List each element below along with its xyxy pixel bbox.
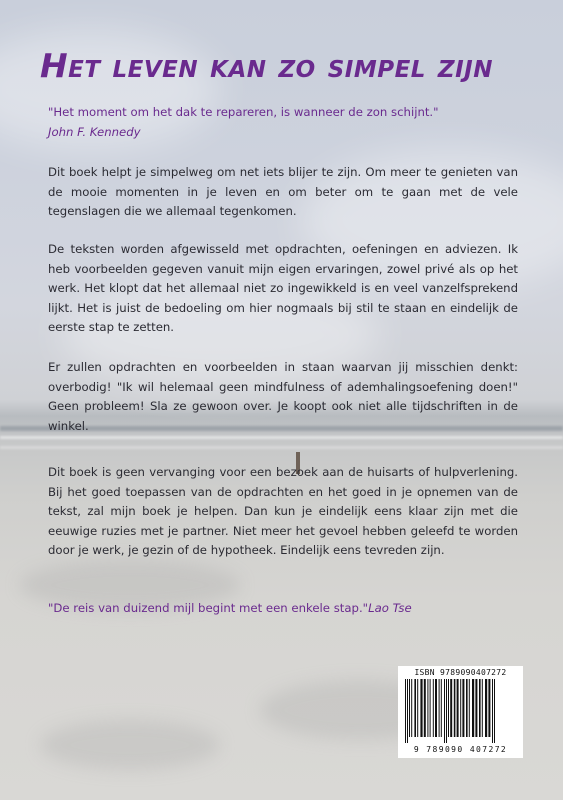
book-title: Het leven kan zo simpel zijn (40, 46, 493, 85)
barcode-bar (460, 679, 461, 737)
blurb-paragraph: De teksten worden afgewisseld met opdrachten, oefeningen en adviezen. Ik heb voorbeelden gegeven vanuit mijn eigen ervaringen, zowel privé als op het werk. Het klopt dat het allemaal niet zo ingewikkeld is en veel vanzelfsprekend lijkt. Het is juist de bedoeling om hier nogmaals bij stil te staan en eindelijk de eerste stap te zetten. (48, 242, 518, 335)
barcode-bar (424, 679, 426, 737)
barcode-bar (494, 679, 495, 743)
blurb-paragraph: Dit boek is geen vervanging voor een bezoek aan de huisarts of hulpverlening. Bij het goed toepassen van de opdrachten en het goed in je opnemen van de tekst, zal mijn boek je helpen. Dan kun je eindelijk eens klaar zijn met die eeuwige ruzies met je partner. Niet meer het gevoel hebben geleefd te worden door je werk, je gezin of de hypotheek. Eindelijk eens tevreden zijn. (48, 465, 518, 558)
barcode-bar (427, 679, 428, 737)
sand-patch (40, 720, 220, 770)
barcode-bar (444, 679, 445, 743)
closing-quote-author: Lao Tse (368, 601, 412, 615)
shore-wave (0, 436, 563, 439)
barcode-bar (433, 679, 434, 737)
barcode-bar (472, 679, 474, 737)
barcode-bar (479, 679, 481, 737)
barcode-bar (454, 679, 456, 737)
blurb-paragraph: Er zullen opdrachten en voorbeelden in staan waarvan jij misschien denkt: overbodig! "Ik wil helemaal geen mindfulness of ademhalingsoefening doen!" Geen probleem! Sla ze gewoon over. Je koopt ook niet alle tijdschriften in de winkel. (48, 360, 518, 433)
barcode-bar (411, 679, 412, 737)
barcode-bar (450, 679, 452, 737)
barcode-bar (485, 679, 487, 737)
barcode-bar (409, 679, 410, 737)
barcode-bar (435, 679, 437, 737)
barcode-bar (420, 679, 422, 737)
barcode-bar (405, 679, 406, 743)
isbn-barcode (398, 666, 523, 758)
barcode-bar (446, 679, 447, 743)
blurb-paragraph: Dit boek helpt je simpelweg om net iets blijer te zijn. Om meer te genieten van de mooie momenten in je leven en om beter om te gaan met de vele tegenslagen die we allemaal tegenkomen. (48, 165, 518, 219)
barcode-bar (482, 679, 483, 737)
shore-wave (0, 446, 563, 449)
closing-quote-line (48, 599, 518, 619)
barcode-bar (466, 679, 468, 737)
barcode-bar (492, 679, 493, 743)
barcode-bar (441, 679, 442, 737)
barcode-bar (439, 679, 440, 737)
barcode-bar (469, 679, 470, 737)
barcode-bar (457, 679, 459, 737)
barcode-bar (488, 679, 490, 737)
barcode-digits: 9 789090 407272 (413, 745, 508, 754)
opening-quote-author: John F. Kennedy (48, 125, 141, 139)
isbn-label: ISBN 9789090407272 (414, 668, 507, 677)
opening-quote: "Het moment om het dak te repareren, is wanneer de zon schijnt." (48, 105, 439, 119)
barcode-bar (475, 679, 477, 737)
barcode-bar (448, 679, 449, 737)
barcode-bars (404, 679, 517, 743)
barcode-bar (430, 679, 431, 737)
barcode-bar (417, 679, 418, 737)
barcode-bar (462, 679, 464, 737)
barcode-bar (407, 679, 408, 743)
barcode-bar (414, 679, 416, 737)
closing-quote: "De reis van duizend mijl begint met een enkele stap." (48, 601, 369, 615)
